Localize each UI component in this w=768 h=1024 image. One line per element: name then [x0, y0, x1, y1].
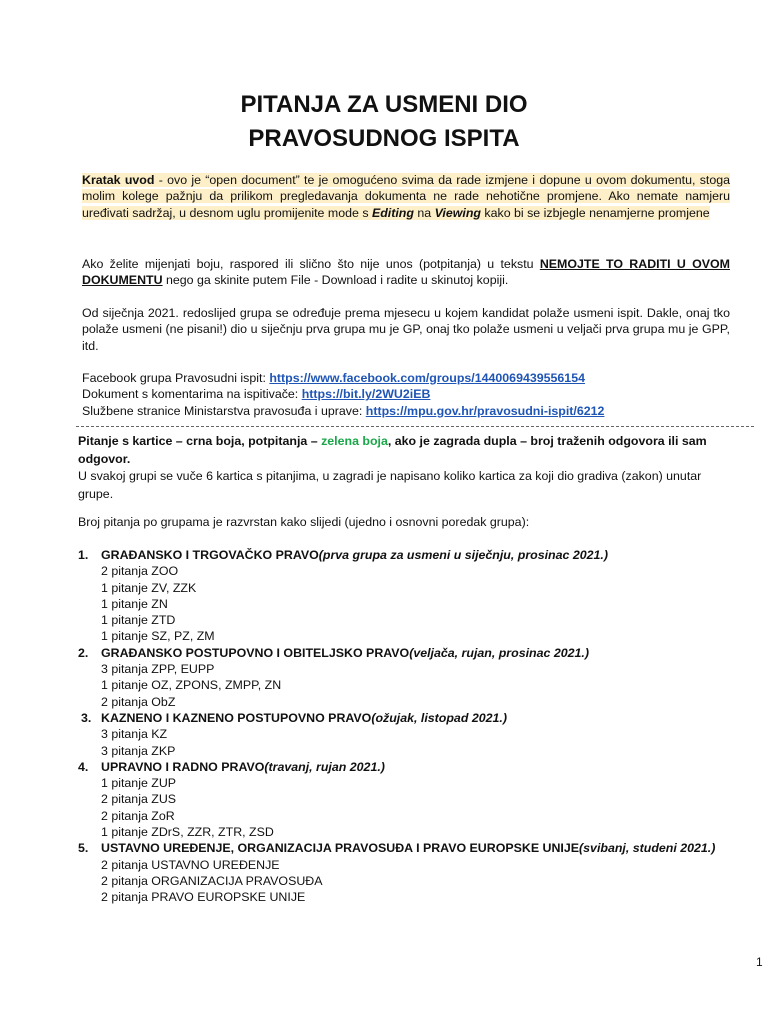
intro-paragraph: Kratak uvod - ovo je “open document” te je omogućeno svima da rade izmjene i dopune u ovom dokumentu, stoga molim kolege pažnju da prilikom pregledavanja dokumenta ne rade nehotične promjene. Ako nemate namjeru uređivati sadržaj, u desnom uglu promijenite mode s Editing na Viewing kako bi se izbjegle nenamjerne promjene	[82, 173, 730, 220]
ministry-link[interactable]: https://mpu.gov.hr/pravosudni-ispit/6212	[365, 403, 605, 418]
cards-rule: U svakoj grupi se vuče 6 kartica s pitanjima, u zagradi je napisano koliko kartica za koji dio gradiva (zakon) unutar grupe.	[78, 469, 702, 501]
group-number: 5.	[78, 841, 89, 856]
intro-text-2: stoga molim kolege pažnju da prilikom pregledavanja dokumenta ne rade nehotične promjene. Ako nemate namjeru uređivati sadržaj, u desnom uglu promijenite mode s	[82, 173, 730, 220]
group-title: KAZNENO I KAZNENO POSTUPOVNO PRAVO	[101, 710, 372, 725]
group-title: USTAVNO UREĐENJE, ORGANIZACIJA PRAVOSUĐA I PRAVO EUROPSKE UNIJE	[101, 841, 580, 856]
page-number: 1	[756, 955, 763, 969]
list-item: 1 pitanje ZUP	[101, 776, 177, 791]
intro-text-1: ovo je “open document” te je omogućeno svima da rade izmjene i dopune u ovom dokumentu,	[167, 173, 700, 187]
group-5	[78, 840, 758, 905]
edit-warning-paragraph: Ako želite mijenjati boju, raspored ili slično što nije unos (potpitanja) u tekstu NEMOJTE TO RADITI U OVOM DOKUMENTU nego ga skinite putem File - Download i radite u skinutoj kopiji.	[82, 257, 730, 288]
link-row-comments: Dokument s komentarima na ispitivače: https://bit.ly/2WU2iEB	[82, 387, 431, 402]
rules-paragraph: Pitanje s kartice – crna boja, potpitanja – zelena boja, ako je zagrada dupla – broj traženih odgovora ili sam odgovor. U svakoj grupi se vuče 6 kartica s pitanjima, u zagradi je napisano koliko kartica za koji dio gradiva (zakon) unutar grupe.	[78, 433, 738, 503]
list-item: 2 pitanja ZoR	[101, 808, 175, 823]
group-3	[78, 710, 758, 759]
group-number: 3.	[81, 710, 92, 725]
groups-intro: Broj pitanja po grupama je razvrstan kako slijedi (ujedno i osnovni poredak grupa):	[78, 515, 530, 529]
group-2	[78, 645, 758, 710]
group-1	[78, 547, 758, 645]
edit-warning: NEMOJTE TO RADITI U OVOM DOKUMENTU	[82, 257, 730, 288]
group-note: (veljača, rujan, prosinac 2021.)	[409, 645, 589, 660]
group-title: UPRAVNO I RADNO PRAVO	[101, 759, 265, 774]
list-item: 1 pitanje ZTD	[101, 613, 176, 628]
list-item: 1 pitanje SZ, PZ, ZM	[101, 629, 215, 644]
list-item: 1 pitanje OZ, ZPONS, ZMPP, ZN	[101, 678, 282, 693]
links-block	[82, 370, 730, 419]
list-item: 2 pitanja USTAVNO UREĐENJE	[101, 857, 280, 872]
list-item: 2 pitanja PRAVO EUROPSKE UNIJE	[101, 890, 306, 905]
mode-editing: Editing	[371, 205, 414, 220]
list-item: 2 pitanja ZOO	[101, 564, 179, 579]
group-number: 2.	[78, 645, 89, 660]
list-item: 1 pitanje ZV, ZZK	[101, 580, 197, 595]
group-note: (svibanj, studeni 2021.)	[579, 841, 716, 856]
link-row-facebook: Facebook grupa Pravosudni ispit: https://www.facebook.com/groups/1440069439556154	[82, 371, 585, 385]
list-item: 1 pitanje ZN	[101, 596, 168, 611]
group-title: GRAĐANSKO I TRGOVAČKO PRAVO	[101, 548, 319, 562]
list-item: 3 pitanja KZ	[101, 727, 168, 742]
link-row-ministry: Službene stranice Ministarstva pravosuđa i uprave: https://mpu.gov.hr/pravosudni-ispit/6212	[82, 403, 605, 418]
group-order-paragraph: Od siječnja 2021. redoslijed grupa se određuje prema mjesecu u kojem kandidat polaže usmeni ispit. Dakle, onaj tko polaže usmeni (ne pisani!) dio u siječnju prva grupa mu je GP, onaj tko polaže usmeni u veljači prva grupa mu je GPP, itd.	[82, 306, 730, 353]
mode-viewing: Viewing	[434, 205, 481, 220]
group-number: 4.	[78, 759, 89, 774]
list-item: 1 pitanje ZDrS, ZZR, ZTR, ZSD	[101, 825, 274, 840]
group-title: GRAĐANSKO POSTUPOVNO I OBITELJSKO PRAVO	[101, 645, 410, 660]
comments-link[interactable]: https://bit.ly/2WU2iEB	[301, 387, 431, 402]
dashed-divider	[76, 426, 754, 427]
list-item: 2 pitanja ObZ	[101, 694, 176, 709]
title-line-1: PITANJA ZA USMENI DIO	[240, 91, 528, 118]
group-note: (travanj, rujan 2021.)	[264, 759, 385, 774]
group-4	[78, 759, 758, 840]
group-note: (prva grupa za usmeni u siječnju, prosinac 2021.)	[318, 548, 608, 562]
intro-label: Kratak uvod	[82, 173, 155, 187]
list-item: 2 pitanja ZUS	[101, 792, 177, 807]
group-note: (ožujak, listopad 2021.)	[371, 710, 507, 725]
list-item: 3 pitanja ZPP, EUPP	[101, 662, 215, 677]
list-item: 3 pitanja ZKP	[101, 743, 176, 758]
groups-list	[78, 547, 758, 906]
group-number: 1.	[78, 548, 89, 562]
page-title	[0, 88, 768, 156]
facebook-link[interactable]: https://www.facebook.com/groups/1440069439556154	[269, 371, 585, 385]
title-line-2: PRAVOSUDNOG ISPITA	[248, 125, 520, 152]
green-color-label: zelena boja	[321, 434, 388, 448]
list-item: 2 pitanja ORGANIZACIJA PRAVOSUĐA	[101, 873, 323, 888]
